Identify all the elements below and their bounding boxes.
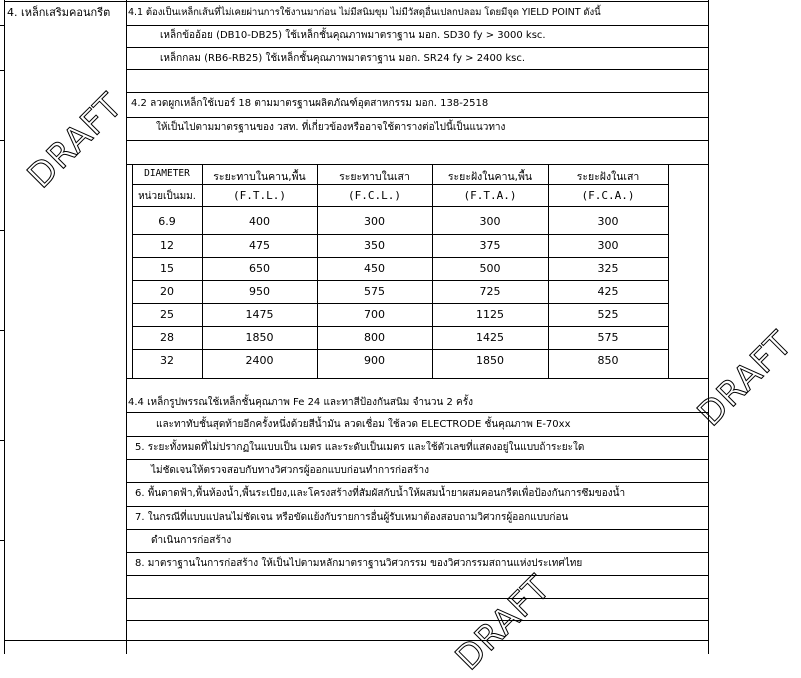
col-subheader-unit: หน่วยเป็นมม. <box>138 191 196 202</box>
col-header-fcl: ระยะทาบในเสา <box>339 171 410 183</box>
cell-fta: 1125 <box>476 308 504 321</box>
margin-tick <box>0 440 4 441</box>
item-4-1-line1: 4.1 ต้องเป็นเหล็กเส้นที่ไม่เคยผ่านการใช้งานมาก่อน ไม่มีสนิมขุม ไม่มีวัสดุอื่นเปลกปลอม โดยมีจุด YIELD POINT ดังนี้ <box>128 7 601 18</box>
cell-ftl: 475 <box>249 239 270 252</box>
row-rule <box>126 69 709 70</box>
cell-ftl: 650 <box>249 262 270 275</box>
section-6-line1: 6. พื้นดาดฟ้า,พื้นห้องน้ำ,พื้นระเบียง,และโครงสร้างที่สัมผัสกับน้ำให้ผสมน้ำยาผสมคอนกรีตเพื่อป้องกันการซึมของน้ำ <box>135 488 626 499</box>
margin-tick <box>0 140 4 141</box>
draft-watermark: DRAFT <box>20 85 131 197</box>
row-rule <box>126 140 709 141</box>
cell-diameter: 32 <box>160 354 174 367</box>
cell-fta: 1425 <box>476 331 504 344</box>
table-row-rule <box>132 234 668 235</box>
item-4-4-line2: และทาทับชั้นสุดท้ายอีกครั้งหนึ่งด้วยสีน้ำมัน ลวดเชื่อม ใช้ลวด ELECTRODE ชั้นคุณภาพ E-70xx <box>156 419 571 430</box>
cell-diameter: 12 <box>160 239 174 252</box>
cell-fcl: 900 <box>364 354 385 367</box>
cell-ftl: 1850 <box>245 331 274 344</box>
table-row-rule <box>132 303 668 304</box>
section-7-line1: 7. ในกรณีที่แบบแปลนไม่ชัดเจน หรือขัดแย้งกับรายการอื่นผู้รับเหมาต้องสอบถามวิศวกรผู้ออกแบบก่อน <box>135 512 569 523</box>
item-4-2-line1: 4.2 ลวดผูกเหล็กใช้เบอร์ 18 ตามมาตรฐานผลิตภัณฑ์อุตสาหกรรม มอก. 138-2518 <box>131 98 489 109</box>
col-subheader-fcl: (F.C.L.) <box>348 189 401 202</box>
section-8-line1: 8. มาตราฐานในการก่อสร้าง ให้เป็นไปตามหลักมาตราฐานวิศวกรรม ของวิศวกรรมสถานแห่งประเทศไทย <box>135 558 583 569</box>
section-5-line1: 5. ระยะทั้งหมดที่ไม่ปรากฏในแบบเป็น เมตร และระดับเป็นเมตร และใช้ตัวเลขที่แสดงอยู่ในแบบถ้าระยะใด <box>135 442 585 453</box>
row-rule <box>126 506 709 507</box>
cell-diameter: 25 <box>160 308 174 321</box>
table-row <box>132 354 668 370</box>
draft-watermark: DRAFT <box>448 567 559 678</box>
row-rule <box>126 552 709 553</box>
cell-fcl: 350 <box>364 239 385 252</box>
table-header-rule <box>132 206 668 207</box>
cell-fcl: 300 <box>364 215 385 228</box>
section-4-title: 4. เหล็กเสริมคอนกรีต <box>7 6 111 19</box>
cell-fcl: 450 <box>364 262 385 275</box>
cell-fta: 500 <box>479 262 501 275</box>
bottom-border <box>4 640 709 641</box>
cell-fca: 850 <box>597 354 619 367</box>
item-4-4-line1: 4.4 เหล็กรูปพรรณใช้เหล็กชั้นคุณภาพ Fe 24 และทาสีป้องกันสนิม จำนวน 2 ครั้ง <box>128 397 473 408</box>
row-rule <box>126 459 709 460</box>
col-subheader-fca: (F.C.A.) <box>581 189 635 202</box>
cell-diameter: 15 <box>160 262 174 275</box>
cell-fcl: 700 <box>364 308 385 321</box>
column-divider <box>126 0 127 654</box>
cell-fca: 300 <box>597 239 619 252</box>
table-row <box>132 239 668 255</box>
cell-fta: 725 <box>479 285 501 298</box>
cell-fca: 300 <box>597 215 619 228</box>
item-4-1-line3: เหล็กกลม (RB6-RB25) ใช้เหล็กชั้นคุณภาพมาตราฐาน มอก. SR24 fy > 2400 ksc. <box>160 53 526 64</box>
top-border <box>4 1 709 2</box>
cell-fta: 300 <box>479 215 501 228</box>
right-border <box>708 0 709 654</box>
section-5-line2: ไม่ชัดเจนให้ตรวจสอบกับทางวิศวกรผู้ออกแบบก่อนทำการก่อสร้าง <box>151 465 430 476</box>
table-row-rule <box>132 257 668 258</box>
margin-tick <box>0 540 4 541</box>
cell-diameter: 28 <box>160 331 174 344</box>
cell-ftl: 1475 <box>245 308 274 321</box>
row-rule <box>126 575 709 576</box>
item-4-1-line2: เหล็กข้ออ้อย (DB10-DB25) ใช้เหล็กชั้นคุณภาพมาตราฐาน มอก. SD30 fy > 3000 ksc. <box>160 30 546 41</box>
row-rule <box>126 25 709 26</box>
col-header-fta: ระยะฝังในคาน,พื้น <box>447 171 533 183</box>
row-rule <box>126 620 709 621</box>
row-rule <box>126 412 709 413</box>
table-row-rule <box>132 326 668 327</box>
cell-ftl: 950 <box>249 285 270 298</box>
margin-tick <box>0 330 4 331</box>
cell-diameter: 6.9 <box>158 215 176 228</box>
table-row <box>132 331 668 347</box>
col-subheader-fta: (F.T.A.) <box>463 189 517 202</box>
cell-ftl: 2400 <box>245 354 274 367</box>
cell-fca: 525 <box>597 308 619 321</box>
cell-fta: 1850 <box>476 354 504 367</box>
cell-fca: 575 <box>597 331 619 344</box>
table-col-line <box>668 164 669 378</box>
row-rule <box>126 482 709 483</box>
cell-diameter: 20 <box>160 285 174 298</box>
table-row-rule <box>132 280 668 281</box>
row-rule <box>126 378 709 379</box>
cell-fta: 375 <box>479 239 501 252</box>
row-rule <box>126 117 709 118</box>
col-header-fca: ระยะฝังในเสา <box>576 171 640 183</box>
col-header-ftl: ระยะทาบในคาน,พื้น <box>213 171 306 183</box>
lap-length-table <box>132 164 668 378</box>
cell-fcl: 800 <box>364 331 385 344</box>
margin-tick <box>0 230 4 231</box>
draft-watermark: DRAFT <box>690 323 801 435</box>
cell-fcl: 575 <box>364 285 385 298</box>
item-4-2-line2: ให้เป็นไปตามมาตรฐานของ วสท. ที่เกี่ยวข้องหรืออาจใช้ตารางต่อไปนี้เป็นแนวทาง <box>156 122 506 133</box>
col-header-diameter: DIAMETER <box>144 168 190 179</box>
cell-fca: 425 <box>597 285 619 298</box>
row-rule <box>126 529 709 530</box>
col-subheader-ftl: (F.T.L.) <box>233 189 286 202</box>
table-row-rule <box>132 349 668 350</box>
table-row <box>132 308 668 324</box>
table-row <box>132 215 668 231</box>
cell-fca: 325 <box>597 262 619 275</box>
margin-tick <box>0 25 4 26</box>
row-rule <box>126 436 709 437</box>
margin-tick <box>0 70 4 71</box>
left-border <box>4 0 5 654</box>
row-rule <box>126 47 709 48</box>
section-7-line2: ดำเนินการก่อสร้าง <box>151 535 232 546</box>
row-rule <box>126 598 709 599</box>
row-rule <box>126 92 709 93</box>
cell-ftl: 400 <box>249 215 270 228</box>
table-row <box>132 285 668 301</box>
table-row <box>132 262 668 278</box>
